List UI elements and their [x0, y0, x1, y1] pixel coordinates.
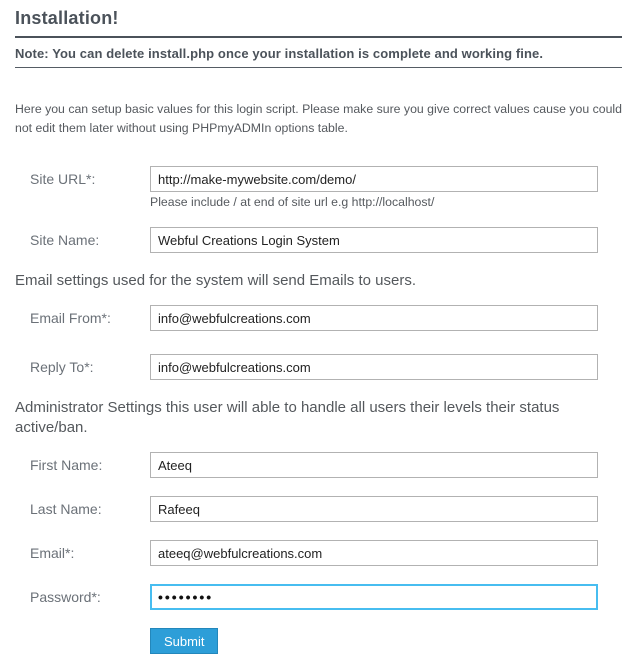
- first-name-field: [150, 452, 598, 478]
- delete-install-note: Note: You can delete install.php once your installation is complete and working fine.: [15, 38, 622, 68]
- admin-email-label: Email*:: [30, 545, 75, 561]
- intro-text: Here you can setup basic values for this login script. Please make sure you give correct values cause you could not edit them later without using PHPmyADMIn options table.: [15, 102, 622, 135]
- last-name-field: [150, 496, 598, 522]
- reply-to-label: Reply To*:: [30, 359, 94, 375]
- first-name-label: First Name:: [30, 457, 103, 473]
- password-field: [150, 584, 598, 610]
- site-url-label: Site URL*:: [30, 171, 96, 187]
- submit-button[interactable]: Submit: [150, 628, 218, 654]
- password-input[interactable]: [150, 584, 598, 610]
- last-name-row: [15, 496, 622, 522]
- site-name-row: [15, 227, 622, 253]
- reply-to-input[interactable]: [150, 354, 598, 380]
- last-name-input[interactable]: [150, 496, 598, 522]
- password-label: Password*:: [30, 589, 101, 605]
- password-row: [15, 584, 622, 610]
- email-from-field: [150, 305, 598, 331]
- admin-email-input[interactable]: [150, 540, 598, 566]
- email-from-input[interactable]: [150, 305, 598, 331]
- reply-to-row: [15, 354, 622, 380]
- email-from-row: [15, 305, 622, 331]
- reply-to-field: [150, 354, 598, 380]
- site-url-hint: Please include / at end of site url e.g http://localhost/: [150, 195, 435, 209]
- admin-settings-text: Administrator Settings this user will able to handle all users their levels their status active/ban.: [15, 399, 560, 436]
- first-name-input[interactable]: [150, 452, 598, 478]
- site-name-input[interactable]: [150, 227, 598, 253]
- site-url-row: [15, 166, 622, 209]
- email-settings-text: Email settings used for the system will send Emails to users.: [15, 272, 416, 289]
- submit-row: [150, 628, 622, 654]
- page-title: Installation!: [15, 6, 622, 38]
- email-from-label: Email From*:: [30, 310, 111, 326]
- admin-email-field: [150, 540, 598, 566]
- admin-email-row: [15, 540, 622, 566]
- site-name-label: Site Name:: [30, 232, 100, 248]
- first-name-row: [15, 452, 622, 478]
- site-url-field: [150, 166, 598, 209]
- last-name-label: Last Name:: [30, 501, 102, 517]
- site-url-input[interactable]: [150, 166, 598, 192]
- site-name-field: [150, 227, 598, 253]
- install-form: [15, 166, 622, 654]
